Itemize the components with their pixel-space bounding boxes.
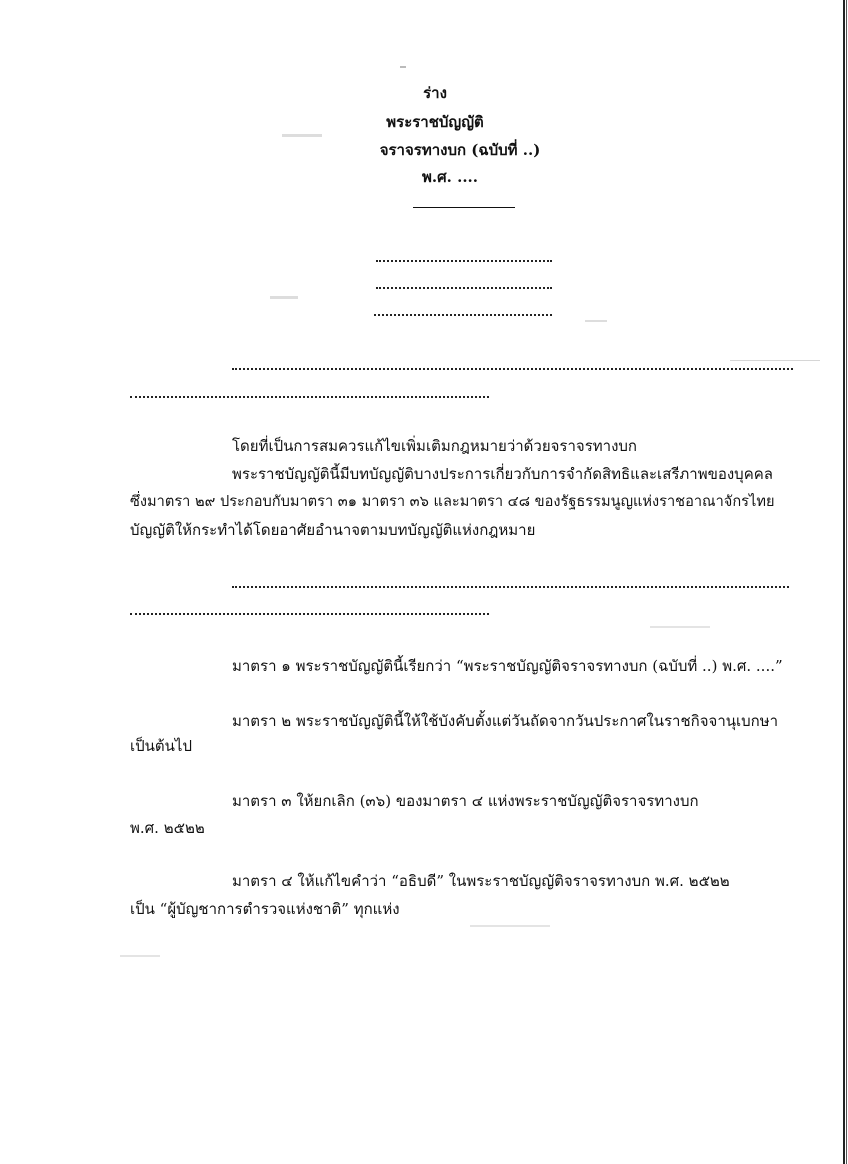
act-year: พ.ศ. .... [422, 168, 478, 186]
act-type: พระราชบัญญัติ [386, 113, 484, 131]
scan-speck [120, 955, 160, 957]
blank-line [376, 260, 552, 262]
preamble-line: โดยที่เป็นการสมควรแก้ไขเพิ่มเติมกฎหมายว่าด้วยจราจรทางบก [232, 437, 637, 455]
scan-edge [846, 0, 847, 1164]
blank-line [374, 314, 552, 316]
scan-speck [470, 925, 550, 927]
scan-edge [843, 0, 845, 1164]
section-4-text: เป็น “ผู้บัญชาการตำรวจแห่งชาติ” ทุกแห่ง [130, 900, 400, 918]
blank-line [232, 586, 789, 588]
section-1-text: มาตรา ๑ พระราชบัญญัตินี้เรียกว่า “พระราชบัญญัติจราจรทางบก (ฉบับที่ ..) พ.ศ. ....” [232, 657, 783, 675]
preamble-line: บัญญัติให้กระทำได้โดยอาศัยอำนาจตามบทบัญญัติแห่งกฎหมาย [130, 521, 536, 539]
blank-line [130, 396, 489, 398]
scan-speck [270, 296, 298, 299]
scan-speck [585, 320, 607, 322]
blank-line [232, 368, 793, 370]
preamble-line: ซึ่งมาตรา ๒๙ ประกอบกับมาตรา ๓๑ มาตรา ๓๖ และมาตรา ๔๘ ของรัฐธรรมนูญแห่งราชอาณาจักรไทย [130, 493, 775, 510]
act-name: จราจรทางบก (ฉบับที่ ..) [379, 141, 541, 159]
section-3-text: มาตรา ๓ ให้ยกเลิก (๓๖) ของมาตรา ๔ แห่งพระราชบัญญัติจราจรทางบก [232, 792, 699, 810]
draft-label: ร่าง [423, 84, 447, 102]
scan-speck [282, 134, 322, 137]
scan-speck [730, 360, 820, 361]
section-2-text: เป็นต้นไป [130, 737, 192, 755]
section-4-text: มาตรา ๔ ให้แก้ไขคำว่า “อธิบดี” ในพระราชบัญญัติจราจรทางบก พ.ศ. ๒๕๒๒ [232, 872, 730, 890]
blank-line [376, 287, 552, 289]
blank-line [130, 613, 489, 615]
scan-speck [650, 626, 710, 628]
scan-speck [400, 66, 406, 68]
preamble-line: พระราชบัญญัตินี้มีบทบัญญัติบางประการเกี่ยวกับการจำกัดสิทธิและเสรีภาพของบุคคล [232, 465, 773, 483]
section-2-text: มาตรา ๒ พระราชบัญญัตินี้ให้ใช้บังคับตั้งแต่วันถัดจากวันประกาศในราชกิจจานุเบกษา [232, 712, 779, 730]
section-3-text: พ.ศ. ๒๕๒๒ [130, 819, 205, 837]
header-underline [413, 207, 515, 208]
